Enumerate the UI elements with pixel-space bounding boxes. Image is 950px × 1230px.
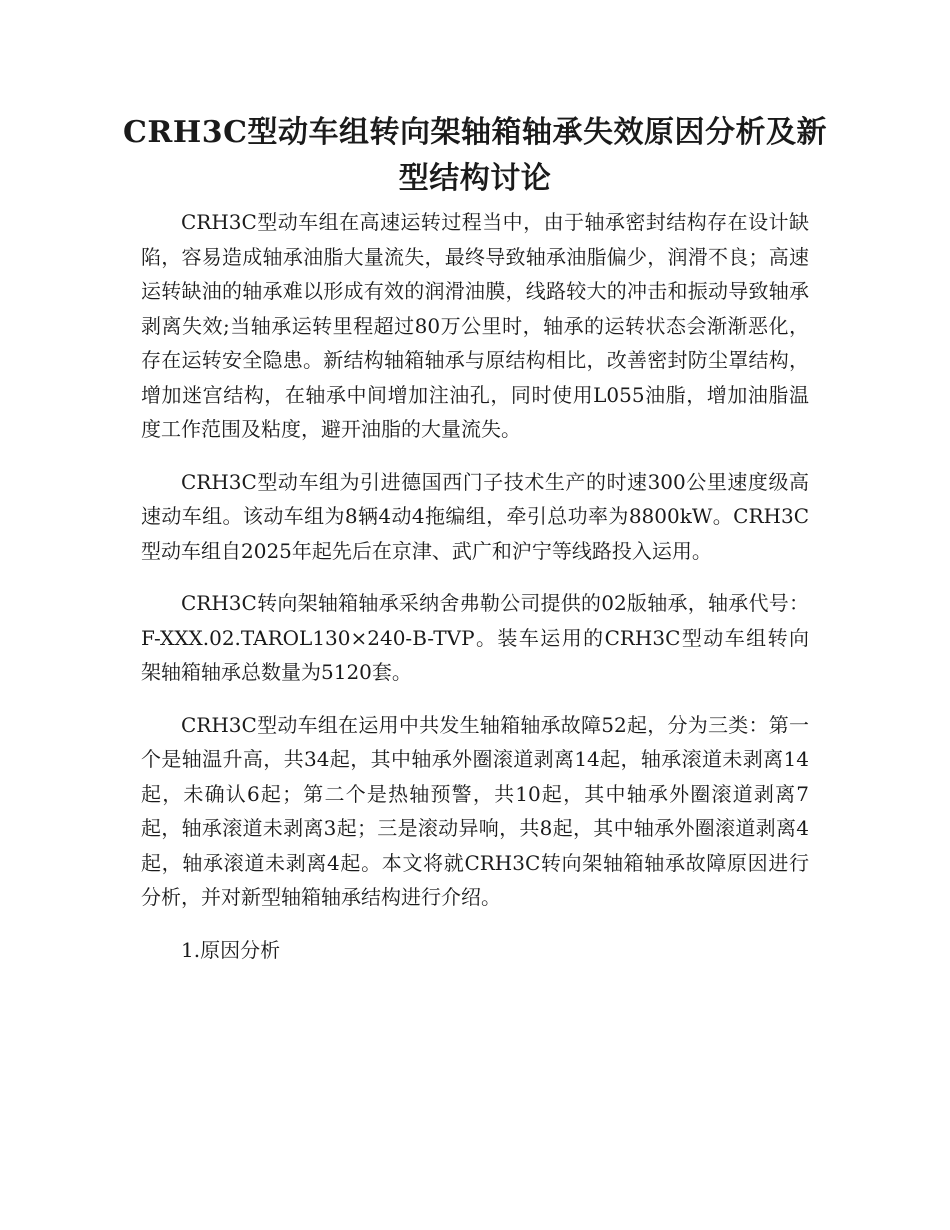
paragraph-fault-statistics: CRH3C型动车组在运用中共发生轴箱轴承故障52起，分为三类：第一个是轴温升高，共34起，其中轴承外圈滚道剥离14起，轴承滚道未剥离14起，未确认6起；第二个是热轴预警，共10起，其中轴承外圈滚道剥离7起，轴承滚道未剥离3起；三是滚动异响，共8起，其中轴承外圈滚道剥离4起，轴承滚道未剥离4起。本文将就CRH3C转向架轴箱轴承故障原因进行分析，并对新型轴箱轴承结构进行介绍。 <box>141 712 809 909</box>
section-heading-cause-analysis: 1.原因分析 <box>181 937 281 962</box>
paragraph-bearing-failure-summary: CRH3C型动车组在高速运转过程当中，由于轴承密封结构存在设计缺陷，容易造成轴承油脂大量流失，最终导致轴承油脂偏少，润滑不良；高速运转缺油的轴承难以形成有效的润滑油膜，线路较大的冲击和振动导致轴承剥离失效;当轴承运转里程超过80万公里时，轴承的运转状态会渐渐恶化，存在运转安全隐患。新结构轴箱轴承与原结构相比，改善密封防尘罩结构，增加迷宫结构，在轴承中间增加注油孔，同时使用L055油脂，增加油脂温度工作范围及粘度，避开油脂的大量流失。 <box>141 210 809 441</box>
paragraph-train-introduction: CRH3C型动车组为引进德国西门子技术生产的时速300公里速度级高速动车组。该动车组为8辆4动4拖编组，牵引总功率为8800kW。CRH3C型动车组自2025年起先后在京津、武广和沪宁等线路投入运用。 <box>141 469 809 563</box>
document-body <box>141 205 809 967</box>
paragraph-bearing-specification: CRH3C转向架轴箱轴承采纳舍弗勒公司提供的02版轴承，轴承代号：F-XXX.02.TAROL130×240-B-TVP。装车运用的CRH3C型动车组转向架轴箱轴承总数量为5120套。 <box>141 591 809 684</box>
document-title: CRH3C型动车组转向架轴箱轴承失效原因分析及新型结构讨论 <box>123 115 827 196</box>
